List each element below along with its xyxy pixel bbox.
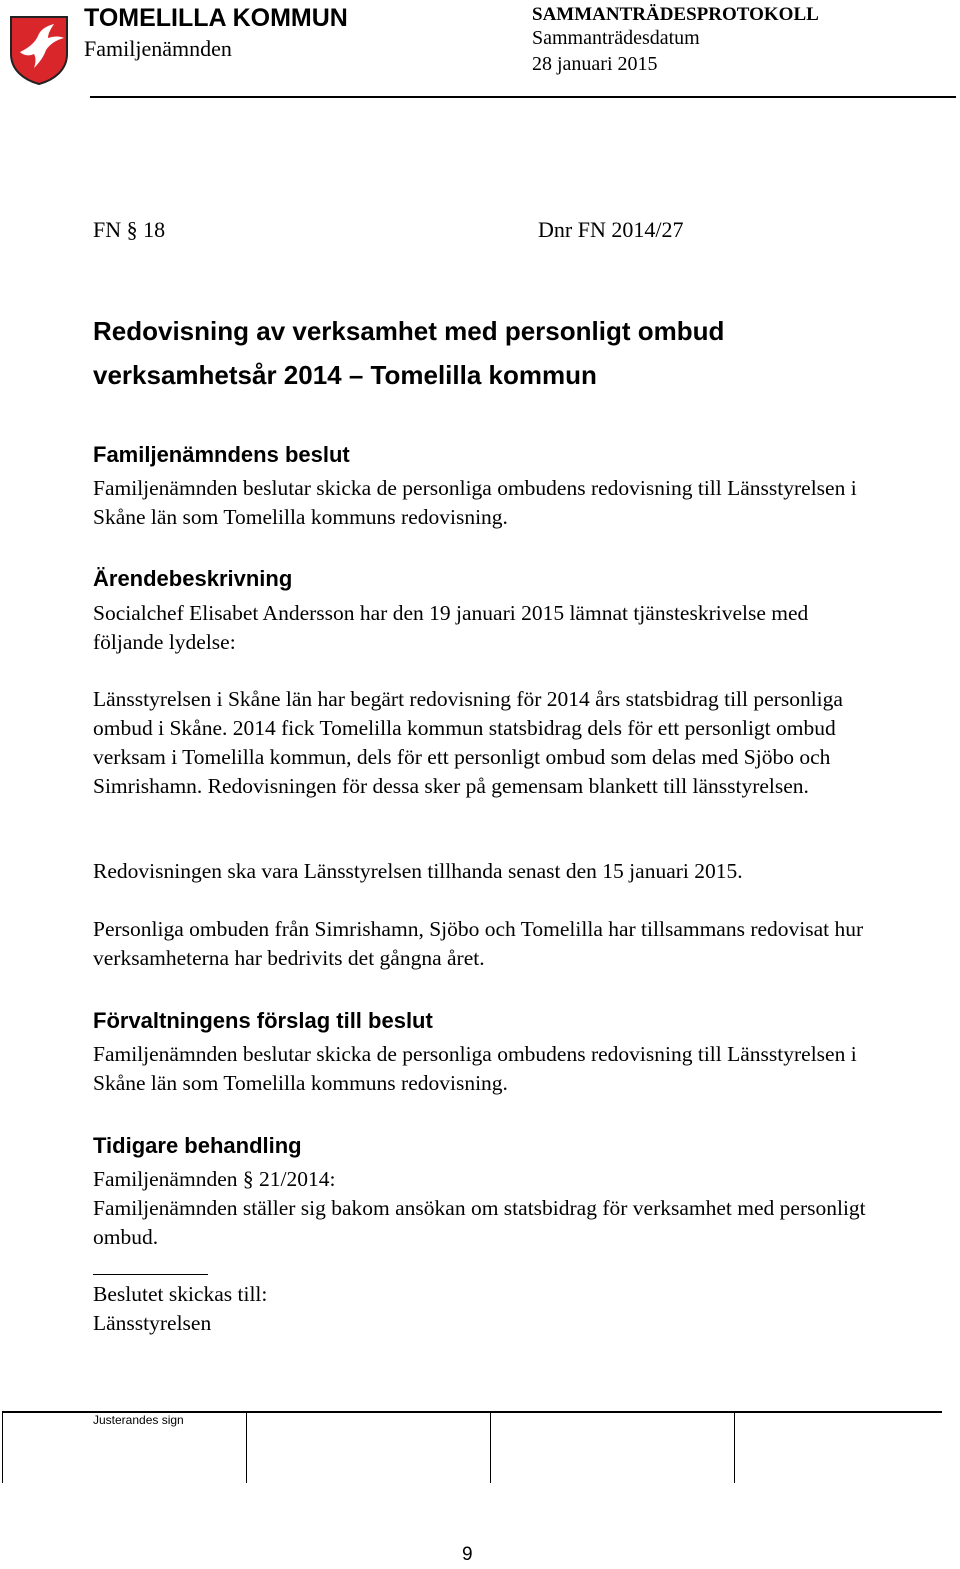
document-title: Redovisning av verksamhet med personligt ombud verksamhetsår 2014 – Tomelilla kommun xyxy=(93,316,725,390)
signature-cell-divider xyxy=(246,1413,247,1483)
signature-cell-divider xyxy=(490,1413,491,1483)
description-paragraph: Personliga ombuden från Simrishamn, Sjöbo och Tomelilla har tillsammans redovisat hur verksamheterna har bedrivits det gångna året. xyxy=(93,917,864,970)
description-paragraph: Länsstyrelsen i Skåne län har begärt redovisning för 2014 års statsbidrag till personliga ombud i Skåne. 2014 fick Tomelilla kommun statsbidrag dels för ett personligt ombud verksam i Tomelilla kommun, dels för ett personligt ombud som delas med Sjöbo och Simrishamn. Redovisningen för dessa sker på gemensam blankett till länsstyrelsen. xyxy=(93,687,843,798)
paragraph-reference: FN § 18 xyxy=(93,217,166,242)
description-intro: Socialchef Elisabet Andersson har den 19 januari 2015 lämnat tjänsteskrivelse med följande lydelse: xyxy=(93,601,809,654)
header-divider xyxy=(90,96,956,98)
distribution-section xyxy=(93,1280,883,1338)
distribution-divider xyxy=(93,1274,208,1275)
history-section xyxy=(93,1165,883,1252)
decision-text: Familjenämnden beslutar skicka de personliga ombudens redovisning till Länsstyrelsen i Skåne län som Tomelilla kommuns redovisning. xyxy=(93,476,857,529)
signature-cell-divider xyxy=(2,1413,3,1483)
municipality-name: TOMELILLA KOMMUN xyxy=(84,4,348,32)
case-number: Dnr FN 2014/27 xyxy=(538,217,684,242)
history-text: Familjenämnden ställer sig bakom ansökan om statsbidrag för verksamhet med personligt ombud. xyxy=(93,1196,866,1249)
history-reference: Familjenämnden § 21/2014: xyxy=(93,1167,336,1191)
meeting-date-label: Sammanträdesdatum xyxy=(532,27,700,49)
decision-heading: Familjenämndens beslut xyxy=(93,442,350,467)
municipality-coat-of-arms xyxy=(8,14,70,86)
description-heading: Ärendebeskrivning xyxy=(93,566,293,591)
page-number: 9 xyxy=(462,1544,473,1565)
description-paragraph: Redovisningen ska vara Länsstyrelsen tillhanda senast den 15 januari 2015. xyxy=(93,859,743,883)
proposal-text: Familjenämnden beslutar skicka de personliga ombudens redovisning till Länsstyrelsen i Skåne län som Tomelilla kommuns redovisning. xyxy=(93,1042,857,1095)
committee-name: Familjenämnden xyxy=(84,36,232,61)
distribution-recipient: Länsstyrelsen xyxy=(93,1311,212,1335)
meeting-date-value: 28 januari 2015 xyxy=(532,53,658,75)
signature-label: Justerandes sign xyxy=(93,1413,184,1427)
distribution-label: Beslutet skickas till: xyxy=(93,1282,268,1306)
history-heading: Tidigare behandling xyxy=(93,1133,302,1158)
signature-cell-divider xyxy=(734,1413,735,1483)
protocol-type: SAMMANTRÄDESPROTOKOLL xyxy=(532,4,819,25)
proposal-heading: Förvaltningens förslag till beslut xyxy=(93,1008,433,1033)
